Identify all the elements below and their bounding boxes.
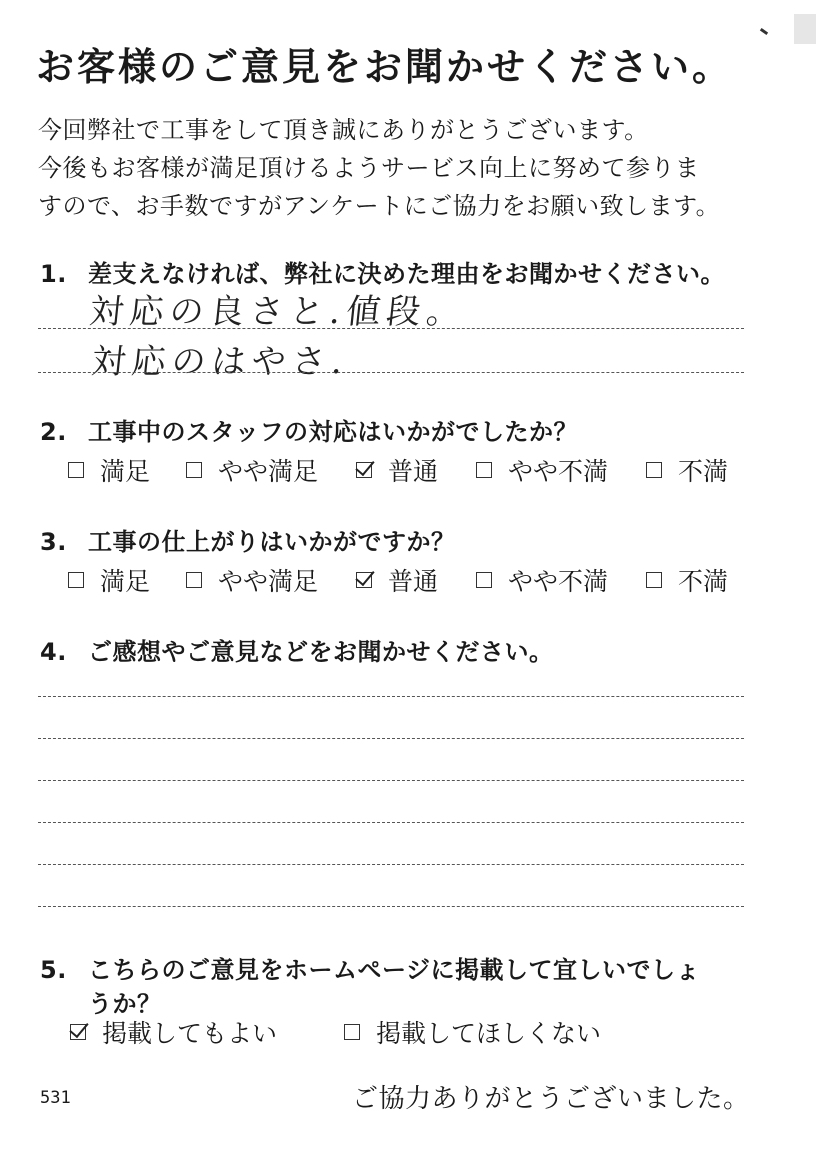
checkbox[interactable] xyxy=(344,1024,360,1040)
q2-option-dissatisfied[interactable] xyxy=(646,452,728,488)
checkbox[interactable] xyxy=(646,462,662,478)
q3-option-somewhat-satisfied[interactable] xyxy=(186,562,318,598)
question-5-number: 5. xyxy=(40,956,67,984)
q2-option-somewhat-dissatisfied[interactable] xyxy=(476,452,608,488)
q5-option-deny[interactable] xyxy=(344,1014,601,1050)
comment-line[interactable] xyxy=(38,906,744,907)
question-5-text-line-2: うか？ xyxy=(88,990,162,1018)
checkbox-checked[interactable] xyxy=(70,1024,86,1040)
question-2 xyxy=(40,412,578,447)
q3-option-neutral[interactable] xyxy=(356,562,438,598)
intro-line-1: 今回弊社で工事をして頂き誠にありがとうございます。 xyxy=(38,116,649,144)
handwritten-answer-1[interactable]: 対応の良さと.値段。 xyxy=(87,292,469,332)
checkbox[interactable] xyxy=(68,572,84,588)
checkbox[interactable] xyxy=(68,462,84,478)
q5-option-allow[interactable] xyxy=(70,1014,277,1050)
question-4-text: ご感想やご意見などをお聞かせください。 xyxy=(88,638,554,666)
q3-option-satisfied[interactable] xyxy=(68,562,150,598)
page-title: お客様のご意見をお聞かせください。 xyxy=(36,45,734,89)
option-label: やや満足 xyxy=(218,457,319,486)
q3-option-dissatisfied[interactable] xyxy=(646,562,728,598)
q2-option-satisfied[interactable] xyxy=(68,452,150,488)
option-label: 普通 xyxy=(388,457,439,486)
checkbox[interactable] xyxy=(186,462,202,478)
question-1-number: 1. xyxy=(40,260,67,288)
scan-edge-shadow xyxy=(794,14,816,44)
question-3 xyxy=(40,522,456,557)
comment-line[interactable] xyxy=(38,780,744,781)
question-2-text: 工事中のスタッフの対応はいかがでしたか？ xyxy=(88,418,578,446)
comment-line[interactable] xyxy=(38,864,744,865)
checkbox[interactable] xyxy=(476,462,492,478)
question-2-number: 2. xyxy=(40,418,67,446)
question-1-text: 差支えなければ、弊社に決めた理由をお聞かせください。 xyxy=(88,260,725,288)
q2-option-somewhat-satisfied[interactable] xyxy=(186,452,318,488)
question-5 xyxy=(40,950,700,985)
page-number: 531 xyxy=(40,1088,71,1108)
answer-line xyxy=(38,372,744,373)
scan-mark xyxy=(760,28,768,35)
option-label: 満足 xyxy=(100,457,151,486)
option-label: 満足 xyxy=(100,567,151,596)
question-4 xyxy=(40,632,554,667)
comment-line[interactable] xyxy=(38,738,744,739)
checkbox[interactable] xyxy=(476,572,492,588)
question-3-text: 工事の仕上がりはいかがですか？ xyxy=(88,528,456,556)
comment-line[interactable] xyxy=(38,822,744,823)
comment-line[interactable] xyxy=(38,696,744,697)
checkbox-checked[interactable] xyxy=(356,572,372,588)
handwritten-answer-2[interactable]: 対応のはやさ. xyxy=(89,342,351,382)
option-label: 掲載してもよい xyxy=(102,1019,278,1048)
option-label: 不満 xyxy=(678,457,729,486)
checkbox[interactable] xyxy=(186,572,202,588)
option-label: やや不満 xyxy=(508,567,609,596)
question-3-number: 3. xyxy=(40,528,67,556)
option-label: 普通 xyxy=(388,567,439,596)
q3-option-somewhat-dissatisfied[interactable] xyxy=(476,562,608,598)
option-label: 不満 xyxy=(678,567,729,596)
option-label: 掲載してほしくない xyxy=(376,1019,602,1048)
intro-line-2: 今後もお客様が満足頂けるようサービス向上に努めて参りま xyxy=(38,154,700,182)
closing-message: ご協力ありがとうございました。 xyxy=(352,1084,750,1114)
checkbox-checked[interactable] xyxy=(356,462,372,478)
intro-line-3: すので、お手数ですがアンケートにご協力をお願い致します。 xyxy=(38,192,721,220)
option-label: やや満足 xyxy=(218,567,319,596)
option-label: やや不満 xyxy=(508,457,609,486)
q2-option-neutral[interactable] xyxy=(356,452,438,488)
question-4-number: 4. xyxy=(40,638,67,666)
checkbox[interactable] xyxy=(646,572,662,588)
question-5-text-line-1: こちらのご意見をホームページに掲載して宜しいでしょ xyxy=(88,956,701,984)
answer-line xyxy=(38,328,744,329)
